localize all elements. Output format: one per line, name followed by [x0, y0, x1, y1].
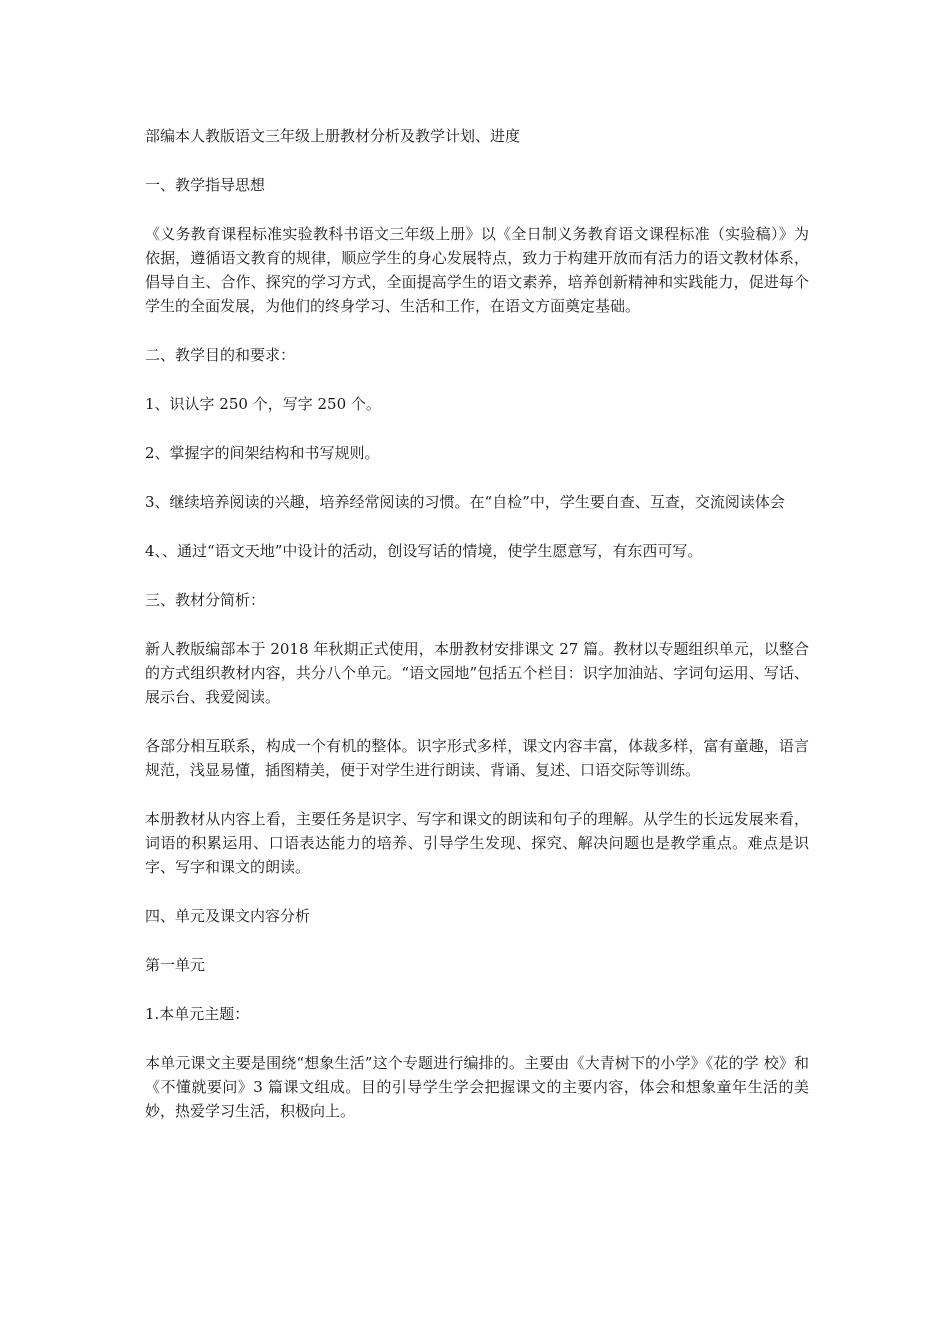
unit-theme-heading: 1.本单元主题： — [145, 1005, 250, 1023]
section-heading-goals: 二、教学目的和要求： — [145, 346, 296, 364]
section-heading-textbook-analysis: 三、教材分简析： — [145, 591, 266, 609]
paragraph-textbook-analysis-3: 本册教材从内容上看，主要任务是识字、写字和课文的朗读和句子的理解。从学生的长远发展来看，词语的积累运用、口语表达能力的培养、引导学生发现、探究、解决问题也是教学重点。难点是识字、写字和课文的朗读。 — [145, 810, 809, 876]
paragraph-textbook-analysis-2: 各部分相互联系，构成一个有机的整体。识字形式多样，课文内容丰富，体裁多样，富有童趣，语言规范，浅显易懂，插图精美，便于对学生进行朗读、背诵、复述、口语交际等训练。 — [145, 737, 809, 779]
paragraph-textbook-analysis-1: 新人教版编部本于 2018 年秋期正式使用，本册教材安排课文 27 篇。教材以专题组织单元，以整合的方式组织教材内容，共分八个单元。“语文园地”包括五个栏目：识字加油站、字词句运用、写话、展示台、我爱阅读。 — [145, 640, 809, 706]
document-title: 部编本人教版语文三年级上册教材分析及教学计划、进度 — [145, 127, 521, 145]
document-body — [145, 124, 809, 1148]
goal-item-2: 2、掌握字的间架结构和书写规则。 — [145, 444, 380, 462]
goal-item-1: 1、识认字 250 个，写字 250 个。 — [145, 395, 381, 413]
unit-heading: 第一单元 — [145, 956, 206, 974]
paragraph-guiding-ideology: 《义务教育课程标准实验教科书语文三年级上册》以《全日制义务教育语文课程标准（实验稿）》为依据，遵循语文教育的规律，顺应学生的身心发展特点，致力于构建开放而有活力的语文教材体系，倡导自主、合作、探究的学习方式，全面提高学生的语文素养，培养创新精神和实践能力，促进每个学生的全面发展，为他们的终身学习、生活和工作，在语文方面奠定基础。 — [145, 225, 809, 315]
goal-item-4: 4、、通过“语文天地”中设计的活动，创设写话的情境，使学生愿意写，有东西可写。 — [145, 542, 703, 560]
section-heading-unit-analysis: 四、单元及课文内容分析 — [145, 907, 311, 925]
paragraph-unit-theme: 本单元课文主要是围绕“想象生活”这个专题进行编排的。主要由《大青树下的小学》《花的学 校》和《不懂就要问》3 篇课文组成。目的引导学生学会把握课文的主要内容，体会和想象童年生活的美妙，热爱学习生活，积极向上。 — [145, 1054, 809, 1120]
section-heading-guiding-ideology: 一、教学指导思想 — [145, 176, 266, 194]
goal-item-3: 3、继续培养阅读的兴趣，培养经常阅读的习惯。在“自检”中，学生要自查、互查，交流阅读体会 — [145, 493, 785, 511]
